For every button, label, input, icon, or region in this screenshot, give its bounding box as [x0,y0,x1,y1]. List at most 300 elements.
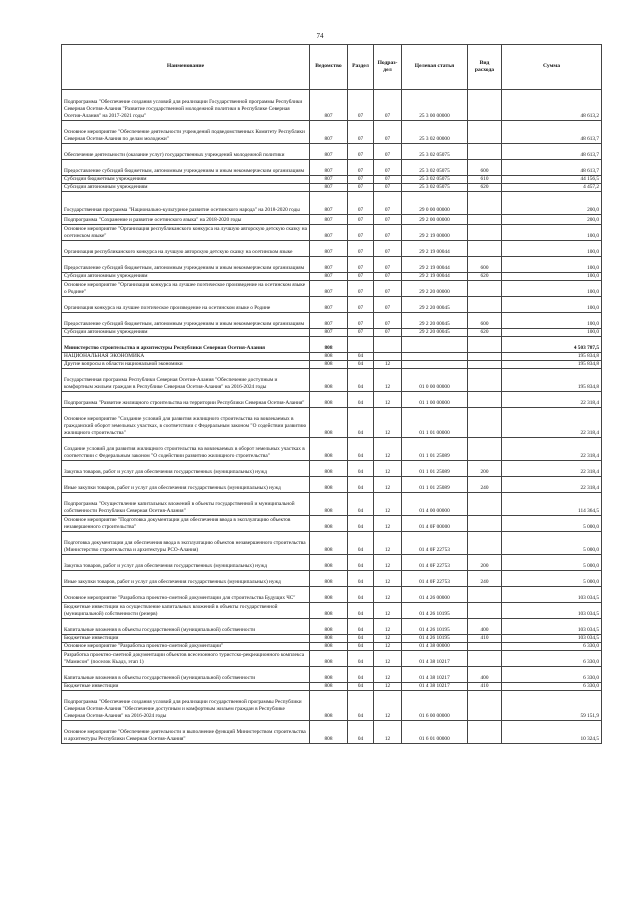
cell-expense-type: 240 [468,477,502,493]
cell-department: 808 [310,555,348,571]
cell-expense-type [468,121,502,144]
cell-subsection: 12 [374,571,402,587]
cell-name: Обеспечение деятельности (оказание услуг) государственных учреждений молодежной политики [62,144,310,160]
table-row [62,369,602,392]
cell-section: 04 [348,571,374,587]
cell-amount: 200,0 [502,215,602,225]
table-row [62,361,602,369]
cell-expense-type [468,225,502,241]
table-row [62,477,602,493]
cell-subsection: 07 [374,121,402,144]
cell-subsection: 12 [374,587,402,603]
cell-department: 808 [310,337,348,353]
cell-section: 04 [348,619,374,635]
cell-name: Субсидии автономным учреждениям [62,329,310,337]
cell-expense-type [468,192,502,215]
cell-subsection: 07 [374,313,402,329]
header-name: Наименование [62,45,310,90]
cell-expense-type: 620 [468,329,502,337]
cell-expense-type [468,493,502,516]
cell-target-article: 01 6 00 00000 [402,691,468,721]
cell-name: Создание условий для развития жилищного строительства на вовлекаемых в оборот земельных участках в соответствии с Федеральным законом "О содействии развитию жилищного строительства" [62,438,310,461]
cell-expense-type: 400 [468,667,502,683]
cell-subsection: 07 [374,329,402,337]
cell-expense-type [468,438,502,461]
cell-section: 07 [348,121,374,144]
cell-target-article: 25 3 02 05075 [402,160,468,176]
cell-name: Разработка проектно-сметной документации объектов всесезонного туристско-рекреационного комплекса "Мамисон" (поселок Къадз, этап 1) [62,651,310,667]
cell-subsection: 07 [374,176,402,184]
cell-expense-type [468,90,502,121]
cell-section: 07 [348,329,374,337]
cell-subsection: 07 [374,90,402,121]
cell-expense-type [468,392,502,408]
table-row [62,90,602,121]
cell-target-article: 01 1 01 25089 [402,477,468,493]
cell-target-article: 01 4 38 10217 [402,683,468,691]
cell-department: 807 [310,144,348,160]
table-row [62,281,602,297]
cell-section: 07 [348,192,374,215]
cell-amount: 44 156,5 [502,176,602,184]
cell-name: Иные закупки товаров, работ и услуг для обеспечения государственных (муниципальных) нужд [62,477,310,493]
cell-name: Основное мероприятие "Обеспечение деятельности учреждений подведомственных Комитету Республики Северная Осетия-Алания по делам молодежи" [62,121,310,144]
table-row [62,651,602,667]
cell-name: Основное мероприятие "Разработка проектно-сметной документации для строительства Будущих ЧС" [62,587,310,603]
cell-department: 808 [310,691,348,721]
cell-amount: 5 000,0 [502,555,602,571]
table-row [62,532,602,555]
cell-expense-type: 620 [468,273,502,281]
cell-subsection: 12 [374,603,402,619]
cell-subsection: 07 [374,257,402,273]
cell-name: Министерство строительства и архитектуры Республики Северная Осетия-Алания [62,337,310,353]
cell-section: 04 [348,691,374,721]
cell-section: 07 [348,176,374,184]
table-row [62,144,602,160]
table-row [62,192,602,215]
cell-department: 807 [310,297,348,313]
cell-target-article: 25 3 02 05075 [402,176,468,184]
cell-department: 808 [310,619,348,635]
table-row [62,691,602,721]
cell-department: 807 [310,281,348,297]
cell-subsection: 07 [374,215,402,225]
cell-name: Основное мероприятие "Создание условий для развития жилищного строительства на вовлекаемых в гражданский оборот земельных участках, в соответствии с Федеральным законом "О содействии развитию жилищного строительства" [62,408,310,438]
cell-name: Бюджетные инвестиции [62,635,310,643]
cell-expense-type: 410 [468,635,502,643]
cell-expense-type [468,516,502,532]
table-row [62,438,602,461]
cell-department: 808 [310,369,348,392]
cell-department: 808 [310,361,348,369]
cell-amount: 195 834,8 [502,353,602,361]
cell-amount: 4 503 787,5 [502,337,602,353]
cell-target-article: 01 1 01 25089 [402,461,468,477]
table-row [62,241,602,257]
table-row [62,643,602,651]
cell-expense-type: 620 [468,184,502,192]
cell-expense-type: 600 [468,313,502,329]
cell-target-article: 29 2 19 00000 [402,225,468,241]
cell-section: 04 [348,721,374,744]
cell-department: 807 [310,90,348,121]
cell-name: Иные закупки товаров, работ и услуг для обеспечения государственных (муниципальных) нужд [62,571,310,587]
cell-target-article: 29 2 00 00000 [402,215,468,225]
cell-amount: 6 330,0 [502,651,602,667]
cell-subsection: 07 [374,273,402,281]
cell-name: Предоставление субсидий бюджетным, автономным учреждениям и иным некоммерческим организациям [62,313,310,329]
cell-expense-type: 610 [468,176,502,184]
cell-name: Бюджетные инвестиции [62,683,310,691]
cell-department: 808 [310,461,348,477]
cell-amount: 22 318,4 [502,477,602,493]
cell-amount: 103 034,5 [502,635,602,643]
cell-target-article: 25 3 02 05075 [402,144,468,160]
cell-expense-type [468,587,502,603]
cell-department: 808 [310,667,348,683]
table-row [62,555,602,571]
cell-name: Бюджетные инвестиции на осуществление капитальных вложений в объекты государственной (муниципальной) собственности (резерв) [62,603,310,619]
cell-target-article: 25 3 00 00000 [402,90,468,121]
cell-department: 807 [310,184,348,192]
cell-target-article: 29 2 19 00044 [402,241,468,257]
table-body [62,90,602,744]
cell-department: 808 [310,651,348,667]
cell-section: 04 [348,361,374,369]
cell-amount: 200,0 [502,192,602,215]
cell-department: 807 [310,313,348,329]
cell-name: Подпрограмма "Обеспечение создания условий для реализации Государственной программы Республики Северная Осетия-Алания "Развитие государственной молодежной политики в Республике Северная Осетия-Алания" на 2017-2021 годы" [62,90,310,121]
cell-expense-type [468,281,502,297]
table-row [62,571,602,587]
cell-section: 04 [348,643,374,651]
cell-amount: 100,0 [502,257,602,273]
cell-name: Закупка товаров, работ и услуг для обеспечения государственных (муниципальных) нужд [62,461,310,477]
cell-amount: 100,0 [502,281,602,297]
cell-amount: 100,0 [502,273,602,281]
cell-amount: 6 330,0 [502,643,602,651]
cell-section: 07 [348,313,374,329]
cell-target-article: 01 4 0F 00000 [402,516,468,532]
cell-name: Основное мероприятие "Организация республиканского конкурса на лучшую авторскую детскую сказку на осетинском языке" [62,225,310,241]
table-row [62,297,602,313]
cell-department: 808 [310,493,348,516]
cell-subsection: 12 [374,493,402,516]
table-row [62,176,602,184]
cell-department: 808 [310,643,348,651]
cell-department: 807 [310,192,348,215]
cell-amount: 5 000,0 [502,532,602,555]
cell-expense-type: 240 [468,571,502,587]
cell-section: 04 [348,532,374,555]
cell-amount: 48 613,2 [502,90,602,121]
cell-section: 07 [348,215,374,225]
cell-name: Основное мероприятие "Обеспечение деятельности и выполнение функций Министерством строительства и архитектуры Республики Северная Осетия-Алания" [62,721,310,744]
cell-subsection: 12 [374,392,402,408]
table-row [62,667,602,683]
cell-target-article: 01 1 01 25089 [402,438,468,461]
cell-target-article [402,353,468,361]
cell-subsection: 12 [374,461,402,477]
table-row [62,215,602,225]
cell-department: 807 [310,215,348,225]
cell-amount: 103 034,5 [502,603,602,619]
table-row [62,603,602,619]
cell-target-article: 25 3 02 05075 [402,184,468,192]
cell-department: 808 [310,477,348,493]
header-department: Ведомство [310,45,348,90]
cell-amount: 103 034,5 [502,587,602,603]
cell-amount: 59 151,9 [502,691,602,721]
cell-department: 807 [310,273,348,281]
cell-expense-type [468,297,502,313]
cell-target-article: 25 3 02 00000 [402,121,468,144]
cell-subsection: 12 [374,721,402,744]
cell-subsection: 12 [374,369,402,392]
cell-section: 04 [348,461,374,477]
table-row [62,619,602,635]
cell-expense-type [468,361,502,369]
cell-department: 808 [310,392,348,408]
page-number: 74 [316,32,324,40]
cell-name: Субсидии автономным учреждениям [62,273,310,281]
cell-target-article: 29 0 00 00000 [402,192,468,215]
cell-section: 04 [348,667,374,683]
table-row [62,392,602,408]
table-header [62,45,602,90]
cell-expense-type [468,353,502,361]
cell-department: 808 [310,683,348,691]
cell-expense-type [468,241,502,257]
cell-section: 07 [348,257,374,273]
cell-target-article: 01 1 00 00000 [402,392,468,408]
cell-department: 808 [310,587,348,603]
cell-target-article: 01 4 26 10195 [402,603,468,619]
cell-amount: 4 457,2 [502,184,602,192]
cell-target-article: 01 4 26 00000 [402,587,468,603]
cell-name: Основное мероприятие "Подготовка документации для обеспечения ввода в эксплуатацию объектов незавершенного строительства" [62,516,310,532]
cell-expense-type: 410 [468,683,502,691]
cell-subsection: 12 [374,477,402,493]
cell-target-article: 29 2 19 00044 [402,273,468,281]
cell-department: 807 [310,176,348,184]
table-row [62,121,602,144]
cell-name: Организация республиканского конкурса на лучшую авторскую детскую сказку на осетинском языке [62,241,310,257]
cell-department: 808 [310,635,348,643]
cell-amount: 10 324,5 [502,721,602,744]
cell-expense-type [468,532,502,555]
cell-amount: 6 330,0 [502,667,602,683]
cell-amount: 100,0 [502,297,602,313]
cell-target-article [402,361,468,369]
cell-target-article: 01 0 00 00000 [402,369,468,392]
cell-section: 07 [348,273,374,281]
cell-section: 07 [348,225,374,241]
cell-target-article: 29 2 20 00045 [402,313,468,329]
cell-subsection: 07 [374,281,402,297]
cell-name: Основное мероприятие "Разработка проектно-сметной документации" [62,643,310,651]
cell-target-article: 01 4 26 10195 [402,619,468,635]
cell-expense-type [468,691,502,721]
table-row [62,184,602,192]
cell-subsection: 12 [374,361,402,369]
cell-department: 807 [310,241,348,257]
cell-amount: 100,0 [502,329,602,337]
cell-amount: 100,0 [502,225,602,241]
cell-amount: 48 613,7 [502,144,602,160]
cell-subsection: 12 [374,683,402,691]
cell-expense-type [468,144,502,160]
cell-amount: 114 364,5 [502,493,602,516]
cell-target-article: 01 4 26 10195 [402,635,468,643]
cell-department: 807 [310,160,348,176]
cell-target-article: 01 4 0F 22753 [402,555,468,571]
cell-target-article: 01 6 01 00000 [402,721,468,744]
cell-department: 808 [310,532,348,555]
cell-section: 04 [348,516,374,532]
cell-subsection: 07 [374,144,402,160]
cell-name: Субсидии автономным учреждениям [62,184,310,192]
cell-subsection: 07 [374,192,402,215]
cell-name: Субсидии бюджетным учреждениям [62,176,310,184]
cell-subsection: 12 [374,532,402,555]
cell-subsection: 12 [374,619,402,635]
cell-section: 07 [348,281,374,297]
cell-name: Государственная программа Республики Северная Осетия-Алания "Обеспечение доступным и комфортным жильем граждан в Республике Северная Осетия-Алания" на 2016-2024 годы [62,369,310,392]
cell-name: Государственная программа "Национально-культурное развитие осетинского народа" на 2018-2020 годы [62,192,310,215]
cell-subsection: 07 [374,297,402,313]
cell-amount: 195 834,8 [502,361,602,369]
table-row [62,461,602,477]
cell-subsection: 12 [374,691,402,721]
header-expense-type: Вид расхода [468,45,502,90]
cell-expense-type: 600 [468,257,502,273]
cell-section [348,337,374,353]
cell-expense-type [468,408,502,438]
cell-subsection: 12 [374,643,402,651]
table-row [62,353,602,361]
table-row [62,273,602,281]
cell-expense-type [468,721,502,744]
cell-name: Закупка товаров, работ и услуг для обеспечения государственных (муниципальных) нужд [62,555,310,571]
cell-name: Подпрограмма "Осуществление капитальных вложений в объекты государственной и муниципальной собственности Республики Северная Осетия-Алания" [62,493,310,516]
cell-amount: 5 000,0 [502,516,602,532]
cell-subsection: 12 [374,667,402,683]
table-row [62,160,602,176]
header-target-article: Целевая статья [402,45,468,90]
cell-subsection: 12 [374,438,402,461]
cell-target-article: 01 1 01 00000 [402,408,468,438]
cell-amount: 22 318,4 [502,438,602,461]
cell-section: 04 [348,408,374,438]
table-row [62,257,602,273]
cell-section: 07 [348,160,374,176]
cell-name: Подпрограмма "Сохранение и развитие осетинского языка" на 2018-2020 годы [62,215,310,225]
cell-subsection: 07 [374,160,402,176]
header-amount: Сумма [502,45,602,90]
cell-name: Капитальные вложения в объекты государственной (муниципальной) собственности [62,619,310,635]
cell-section: 07 [348,144,374,160]
cell-subsection: 12 [374,516,402,532]
cell-department: 808 [310,571,348,587]
cell-section: 04 [348,392,374,408]
cell-expense-type [468,643,502,651]
cell-department: 807 [310,225,348,241]
cell-name: Подпрограмма "Развитие жилищного строительства на территории Республики Северная Осетия-Алания" [62,392,310,408]
cell-section: 04 [348,369,374,392]
cell-section: 04 [348,587,374,603]
cell-amount: 5 000,0 [502,571,602,587]
cell-name: Другие вопросы в области национальной экономики [62,361,310,369]
table-row [62,225,602,241]
cell-target-article: 01 4 38 00000 [402,643,468,651]
cell-target-article [402,337,468,353]
cell-amount: 22 318,4 [502,392,602,408]
cell-amount: 100,0 [502,241,602,257]
cell-department: 808 [310,516,348,532]
cell-name: Предоставление субсидий бюджетным, автономным учреждениям и иным некоммерческим организациям [62,160,310,176]
cell-department: 807 [310,121,348,144]
cell-department: 807 [310,257,348,273]
table-row [62,683,602,691]
cell-target-article: 01 4 0F 22753 [402,532,468,555]
cell-expense-type: 400 [468,619,502,635]
cell-expense-type [468,369,502,392]
cell-amount: 22 318,4 [502,461,602,477]
cell-subsection: 07 [374,225,402,241]
table-row [62,635,602,643]
cell-subsection [374,353,402,361]
cell-name: Основное мероприятие "Организация конкурса на лучшее поэтическое произведение на осетинском языке о Родине" [62,281,310,297]
cell-section: 04 [348,635,374,643]
cell-amount: 48 613,7 [502,121,602,144]
cell-expense-type [468,651,502,667]
cell-amount: 100,0 [502,313,602,329]
cell-name: Организация конкурса на лучшее поэтическое произведение на осетинском языке о Родине [62,297,310,313]
cell-expense-type: 600 [468,160,502,176]
cell-name: НАЦИОНАЛЬНАЯ ЭКОНОМИКА [62,353,310,361]
cell-expense-type: 200 [468,461,502,477]
cell-subsection [374,337,402,353]
cell-name: Подготовка документации для обеспечения ввода в эксплуатацию объектов незавершенного строительства (Министерство строительства и архитектуры РСО-Алания) [62,532,310,555]
cell-subsection: 07 [374,241,402,257]
cell-section: 07 [348,297,374,313]
cell-target-article: 29 2 20 00000 [402,281,468,297]
cell-section: 07 [348,184,374,192]
cell-section: 04 [348,651,374,667]
cell-target-article: 01 4 38 10217 [402,667,468,683]
cell-section: 04 [348,477,374,493]
header-subsection: Подраз-дел [374,45,402,90]
cell-section: 04 [348,353,374,361]
cell-subsection: 12 [374,555,402,571]
cell-expense-type: 200 [468,555,502,571]
cell-subsection: 07 [374,184,402,192]
table-row [62,721,602,744]
cell-amount: 103 034,5 [502,619,602,635]
cell-target-article: 29 2 20 00045 [402,297,468,313]
table-row [62,313,602,329]
cell-department: 808 [310,721,348,744]
cell-department: 808 [310,438,348,461]
cell-name: Подпрограмма "Обеспечение создания условий для реализации государственной программы Республики Северная Осетия-Алания "Обеспечение доступным и комфортным жильем граждан в Республике Северная Осетия-Алания" на 2016-2024 годы [62,691,310,721]
cell-amount: 48 613,7 [502,160,602,176]
cell-target-article: 01 4 0F 22753 [402,571,468,587]
cell-target-article: 29 2 19 00044 [402,257,468,273]
cell-amount: 22 318,4 [502,408,602,438]
table-row [62,493,602,516]
